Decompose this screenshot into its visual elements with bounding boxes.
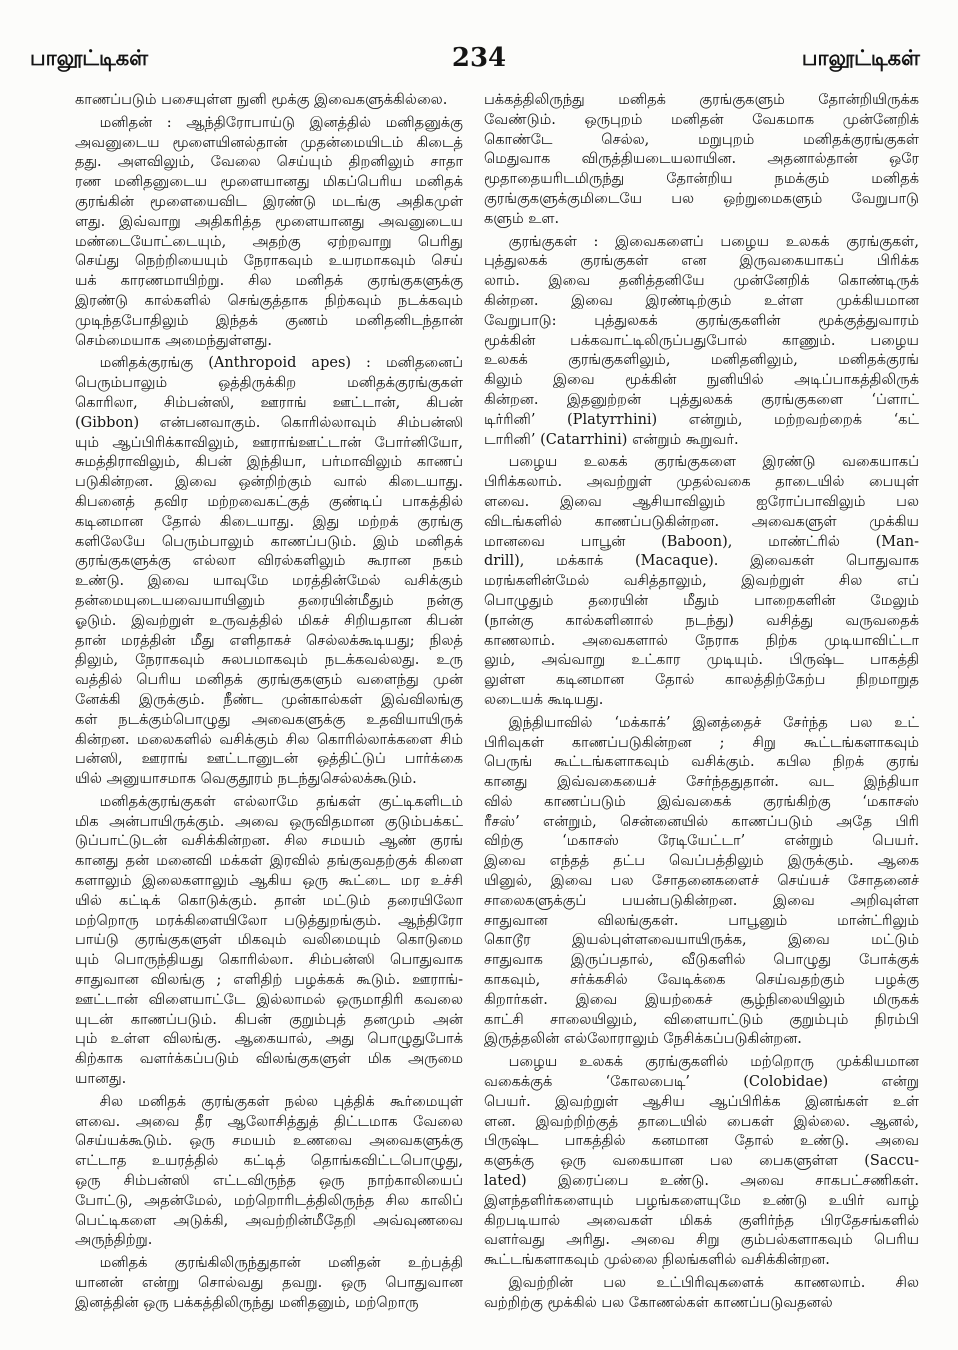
text-line: வளர்வது அரிது. அவை சிறு கும்பல்களாகவும் பெரிய — [484, 1232, 919, 1249]
paragraph — [484, 714, 919, 1051]
text-line: சில மனிதக் குரங்குகள் நல்ல புத்திக் கூர்மையுள் — [99, 1093, 463, 1110]
text-line: போட்டு, அதன்மேல், மற்றொரிடத்திலிருந்த சில காலிப் — [75, 1192, 463, 1209]
text-line: களும் உள. — [484, 210, 560, 227]
text-line: பொழுதும் தரையின் மீதும் பாறைகளின் மேலும் — [484, 592, 919, 609]
text-line: மூக்கின் பக்கவாட்டிலிருப்பதுபோல் காணும். பழைய — [484, 332, 919, 349]
text-line: பிரிவுகள் காணப்படுகின்றன ; சிறு கூட்டங்களாகவும் — [484, 734, 919, 751]
text-line: பக்கத்திலிருந்து மனிதக் குரங்குகளும் தோன்றியிருக்க — [484, 92, 919, 108]
text-line: தது. அளவிலும், வேலை செய்யும் திறனிலும் சாதா — [75, 154, 463, 171]
text-line: மற்றொரு மரக்கிளையிலோ படுத்துறங்கும். ஆந்திரோ — [75, 912, 463, 929]
text-line: யானன் என்று சொல்வது தவறு. ஒரு பொதுவான — [75, 1275, 463, 1292]
text-line: உண்டு. இவை யாவுமே மரத்தின்மேல் வசிக்கும் — [75, 573, 463, 590]
text-line: மனிதன் : ஆந்திரோபாய்டு இனத்தில் மனிதனுக்கு — [99, 114, 463, 131]
text-line: பெட்டிகளை அடுக்கி, அவற்றின்மீதேறி அவ்வுணவை — [75, 1212, 463, 1229]
text-line: drill), மக்காக் (Macaque). இவைகள் பொதுவாக — [484, 553, 919, 570]
text-line: யும் ஆப்பிரிக்காவிலும், ஊராங்ஊட்டான் போர்னியோ, — [75, 434, 463, 451]
paragraph — [75, 793, 463, 1090]
text-line: யக் காரணமாயிற்று. சில மனிதக் குரங்குகளுக்கு — [75, 273, 463, 290]
text-line: மரங்களின்மேல் வசித்தாலும், இவற்றுள் சில எப் — [484, 573, 919, 590]
text-line: சாதுவான விலங்குகள். பாபூனும் மான்ட்ரிலும் — [484, 912, 919, 929]
text-line: வில் காணப்படும் இவ்வகைக் குரங்கிற்கு ‘மகாசஸ் — [484, 793, 919, 810]
text-line: இரண்டு கால்களில் செங்குத்தாக நிற்கவும் நடக்கவும் — [75, 292, 463, 309]
text-line: லுள்ள கடினமான தோல் காலத்திற்கேற்ப நிறமாறுத — [484, 672, 919, 689]
text-line: காகவும், சர்க்கசில் வேடிக்கை செய்வதற்கும் பழக்கு — [484, 972, 919, 989]
text-line: ரண மனிதனுடைய மூளையானது மிகப்பெரிய மனிதக் — [75, 174, 463, 191]
text-line: பாய்டு குரங்குகளுள் மிகவும் வலிமையும் கொடுமை — [75, 932, 463, 949]
text-line: யும் பொருந்தியது கொரில்லா. சிம்பன்ஸி பொதுவாக — [75, 952, 463, 969]
text-line: பழைய உலகக் குரங்குகளை இரண்டு வகையாகப் — [508, 454, 919, 471]
text-line: ஒரு சிம்பன்ஸி எட்டவிருந்த ஒரு நாற்காலியைப் — [75, 1173, 463, 1190]
text-line: குரங்கின் மூளையைவிட இரண்டு மடங்கு அதிகமுள் — [75, 193, 463, 210]
text-line: விடங்களில் காணப்படுகின்றன. அவைகளுள் முக்கிய — [484, 513, 919, 530]
text-line: சுமத்திராவிலும், கிபன் இந்தியா, பர்மாவிலும் காணப் — [75, 454, 463, 471]
text-line: ஊட்டான் விளையாட்டே இல்லாமல் ஒருமாதிரி கவலை — [75, 991, 463, 1008]
text-line: கொண்டே செல்ல, மறுபுறம் மனிதக்குரங்குகள் — [484, 131, 919, 148]
text-line: மெதுவாக விருத்தியடையலாயின. அதனால்தான் ஒரே — [484, 151, 919, 168]
text-line: லாம். இவை தனித்தனியே முன்னேறிக் கொண்டிருக் — [484, 273, 919, 290]
text-line: பிரிக்கலாம். அவற்றுள் முதல்வகை தாடையில் பையுள் — [484, 474, 919, 491]
text-line: முடிந்தபோதிலும் இந்தக் குணம் மனிதனிடந்தான் — [75, 312, 463, 329]
text-line: வத்தில் பெரிய மனிதக் குரங்குகளும் வளைந்து முன் — [75, 672, 463, 689]
text-line: லும், அவ்வாறு உட்கார முடியும். பிருஷ்ட பாகத்தி — [484, 652, 919, 669]
text-line: மிக அன்பாயிருக்கும். அவை ஒருவிதமான குடும்பக்கட் — [75, 813, 463, 830]
text-line: கடினமான தோல் கிடையாது. இது மற்றக் குரங்கு — [75, 513, 463, 530]
paragraph — [75, 354, 463, 790]
text-line: இனத்தின் ஒரு பக்கத்திலிருந்து மனிதனும், மற்றொரு — [75, 1294, 419, 1311]
text-line: பெருங் கூட்டங்களாகவும் வசிக்கும். கபில நிறக் குரங் — [484, 754, 919, 771]
text-line: குரங்குகள் : இவைகளைப் பழைய உலகக் குரங்குகள், — [508, 233, 919, 250]
text-line: ளன. இவற்றிற்குத் தாடையில் பைகள் இல்லை. ஆனல், — [484, 1113, 919, 1130]
text-line: (நான்கு கால்களினால் நடந்து) வசித்து வருவதைக் — [484, 612, 919, 629]
text-line: களாலும் இலைகளாலும் ஆகிய ஒரு கூட்டை மர உச்சி — [75, 873, 463, 890]
text-line: கிறபடியால் அவைகள் மிகக் குளிர்ந்த பிரதேசங்களில் — [484, 1212, 919, 1229]
text-line: வகைக்குக் ‘கோலபைடி’ (Colobidae) என்று — [484, 1074, 919, 1091]
paragraph — [484, 1053, 919, 1271]
text-line: டாரினி’ (Catarrhini) என்றும் கூறுவர். — [484, 431, 739, 448]
text-line: கின்றன. இதனுற்றன் புத்துலகக் குரங்குகளை ‘ப்ளாட் — [484, 391, 919, 408]
text-line: மானவை பாபூன் (Baboon), மாண்ட்ரில் (Man- — [484, 533, 919, 550]
text-line: சாதுவான விலங்கு ; எளிதிற் பழக்கக் கூடும். ஊராங்- — [75, 972, 463, 989]
text-line: கின்றன. மலைகளில் வசிக்கும் சில கொரில்லாக்களை சிம் — [75, 731, 463, 748]
text-line: செம்மையாக அமைந்துள்ளது. — [75, 332, 272, 349]
text-line: வற்றிற்கு மூக்கில் பல கோணல்கள் காணப்படுவதனல் — [484, 1294, 833, 1311]
text-line: செய்து நெற்றியையும் நேராகவும் உயரமாகவும் செய் — [75, 253, 463, 270]
text-line: இருத்தலின் எல்லோராலும் நேசிக்கப்படுகின்றன. — [484, 1031, 802, 1048]
text-line: காணலாம். அவைகளால் நேராக நிற்க முடியாவிட்டா — [484, 632, 919, 649]
text-line: ளவை. அவை தீர ஆலோசித்துத் திட்டமாக வேலை — [75, 1113, 463, 1130]
text-line: இவை எந்தத் தட்ப வெப்பத்திலும் இருக்கும். ஆகை — [484, 853, 919, 870]
text-line: குரங்குகளுக்கு எல்லா விரல்களிலும் கூரான நகம் — [75, 553, 463, 570]
text-line: டிர்ரினி’ (Platyrrhini) என்றும், மற்றவற்றைக் ‘கட் — [484, 411, 919, 428]
text-line: லடையக் கூடியது. — [484, 691, 604, 708]
text-line: பழைய உலகக் குரங்குகளில் மற்றொரு முக்கியமான — [508, 1054, 919, 1071]
text-line: கிலும் இவை மூக்கின் நுனியில் அடிப்பாகத்திலிருக் — [484, 372, 919, 389]
text-line: ரீசஸ்’ என்றும், சென்னையில் காணப்படும் அதே பிரி — [484, 813, 919, 830]
text-line: களுக்கு ஒரு வகையான பல பைகளுள்ள (Saccu- — [484, 1153, 919, 1170]
paragraph — [75, 91, 463, 111]
text-line: தன்மையுடையவையாயினும் தரையின்மீதும் நன்கு — [75, 592, 463, 609]
paragraph — [484, 453, 919, 710]
paragraph — [75, 114, 463, 352]
text-line: ளவை. இவை ஆசியாவிலும் ஐரோப்பாவிலும் பல — [484, 493, 919, 510]
text-line: உலகக் குரங்குகளிலும், மனிதனிலும், மனிதக்குரங் — [484, 352, 919, 369]
text-line: இவற்றின் பல உட்பிரிவுகளைக் காணலாம். சில — [508, 1275, 919, 1292]
text-line: கூட்டங்களாகவும் முல்லை நிலங்களில் வசிக்கின்றன. — [484, 1252, 830, 1269]
text-line: புத்துலகக் குரங்குகள் என இருவகையாகப் பிரிக்க — [484, 253, 919, 270]
text-line: எட்டாத உயரத்தில் கட்டித் தொங்கவிட்டபொழுது, — [75, 1153, 463, 1170]
text-line: மனிதக்குரங்கு (Anthropoid apes) : மனிதனைப் — [99, 355, 463, 372]
text-line: பிருஷ்ட பாகத்தில் கனமான தோல் உண்டு. அவை — [484, 1133, 919, 1150]
text-line: ளது. இவ்வாறு அதிகரித்த மூளையானது அவனுடைய — [75, 213, 463, 230]
text-line: கின்றன. இவை இரண்டிற்கும் உள்ள முக்கியமான — [484, 292, 919, 309]
text-line: அவனுடைய மூளையினல்தான் முதன்மையிடம் கிடைத் — [75, 134, 463, 151]
text-line: சாலைகளுக்குப் பயன்படுகின்றன. இவை அறிவுள்ள — [484, 892, 919, 909]
text-line: கொடூர இயல்புள்ளவையாயிருக்க, இவை மட்டும் — [484, 932, 919, 949]
page-number: 234 — [451, 43, 507, 73]
text-line: கானது இவ்வகையைச் சேர்ந்ததுதான். வட இந்தியா — [484, 774, 919, 791]
running-head-right: பாலூட்டிகள் — [801, 45, 920, 70]
paragraph — [75, 1093, 463, 1251]
text-line: மனிதக்குரங்குகள் எல்லாமே தங்கள் குட்டிகளிடம் — [99, 793, 463, 810]
text-line: பன்ஸி, ஊராங் ஊட்டானுடன் ஒத்திட்டுப் பார்க்கை — [75, 751, 463, 768]
text-line: கிற்காக வளர்க்கப்படும் விலங்குகளுள் மிக அருமை — [75, 1051, 463, 1068]
text-line: யானது. — [75, 1071, 127, 1088]
text-line: வேறுபாடு: புத்துலகக் குரங்குகளின் மூக்குத்துவாரம் — [484, 312, 919, 329]
text-line: விற்கு ‘மகாசஸ் ரேடியேட்டா’ என்றும் பெயர். — [484, 833, 919, 850]
text-line: இளந்தளிர்களையும் பழங்களையுமே உண்டு உயிர் வாழ் — [484, 1192, 919, 1209]
text-line: டுப்பாட்டுடன் வசிக்கின்றன. சில சமயம் ஆண் குரங் — [75, 833, 463, 850]
text-line: அருந்திற்று. — [75, 1232, 153, 1249]
text-line: யினுல், இவை பல சோதனைகளைச் செய்யச் சோதனைச் — [484, 873, 919, 890]
text-line: மூதாதையரிடமிருந்து தோன்றிய நமக்கும் மனிதக் — [484, 171, 919, 188]
text-line: பும் உள்ள விலங்கு. ஆகையால், அது பொழுதுபோக் — [75, 1031, 463, 1048]
text-line: கானது தன் மனைவி மக்கள் இரவில் தங்குவதற்குக் கிளை — [75, 853, 463, 870]
text-line: இந்தியாவில் ‘மக்காக்’ இனத்தைச் சேர்ந்த பல உட் — [508, 714, 919, 731]
text-line: குரங்குகளுக்குமிடையே பல ஒற்றுமைகளும் வேறுபாடு — [484, 190, 919, 207]
paragraph — [484, 91, 919, 230]
right-column — [484, 91, 919, 1314]
text-line: கள் நடக்கும்பொழுது அவைகளுக்கு உதவியாயிருக் — [75, 711, 463, 728]
text-line: lated) இரைப்பை உண்டு. அவை சாகபட்சணிகள். — [484, 1173, 919, 1190]
text-line: மனிதக் குரங்கிலிருந்துதான் மனிதன் உற்பத்தி — [99, 1255, 463, 1272]
paragraph — [75, 1254, 463, 1313]
text-line: கிறார்கள். இவை இயற்கைச் சூழ்நிலையிலும் மிருகக் — [484, 991, 919, 1008]
text-line: தான் மரத்தின் மீது எளிதாகச் செல்லக்கூடியது; நிலத் — [75, 632, 463, 649]
paragraph — [484, 1274, 919, 1314]
text-line: யில் அனுயாசமாக வெகுதூரம் நடந்துசெல்லக்கூடும். — [75, 771, 417, 788]
text-line: களிலேயே பெரும்பாலும் காணப்படும். இம் மனிதக் — [75, 533, 463, 550]
text-line: கிபனைத் தவிர மற்றவைகட்குத் குண்டிப் பாகத்தில் — [75, 493, 463, 510]
text-line: காணப்படும் பசையுள்ள நுனி மூக்கு இவைகளுக்கில்லை. — [75, 92, 448, 108]
text-line: யில் கட்டிக் கொடுக்கும். தான் மட்டும் தரையிலோ — [75, 892, 463, 909]
text-line: (Gibbon) என்பனவாகும். கொரில்லாவும் சிம்பன்ஸி — [75, 414, 463, 431]
running-head-left: பாலூட்டிகள் — [30, 45, 149, 70]
text-line: சாதுவாக இருப்பதால், வீடுகளில் பொழுது போக்குக் — [484, 952, 919, 969]
text-line: யுடன் காணப்படும். கிபன் குறும்புத் தனமும் அன் — [75, 1011, 463, 1028]
text-line: வேண்டும். ஒருபுறம் மனிதன் வேகமாக முன்னேறிக் — [484, 111, 919, 128]
text-line: காட்சி சாலையிலும், விளையாட்டும் குறும்பும் நிரம்பி — [484, 1011, 919, 1028]
text-line: மண்டையோட்டையும், அதற்கு ஏற்றவாறு பெரிது — [75, 233, 463, 250]
text-line: கொரிலா, சிம்பன்ஸி, ஊராங் ஊட்டான், கிபன் — [75, 394, 463, 411]
text-line: திலும், நேராகவும் சுலபமாகவும் நடக்கவல்லது. உரு — [75, 652, 463, 669]
text-line: செய்யக்கூடும். ஒரு சமயம் உணவை அவைகளுக்கு — [75, 1133, 463, 1150]
text-line: பெரும்பாலும் ஒத்திருக்கிற மனிதக்குரங்குகள் — [75, 375, 463, 392]
text-line: பெயர். இவற்றுள் ஆசிய ஆப்பிரிக்க இனங்கள் உள் — [484, 1093, 919, 1110]
text-line: னேக்கி இருக்கும். நீண்ட முன்கால்கள் இவ்விலங்கு — [75, 691, 463, 708]
paragraph — [484, 233, 919, 451]
text-line: படுகின்றன. இவை ஒன்றிற்கும் வால் கிடையாது. — [75, 474, 463, 491]
left-column — [75, 91, 463, 1314]
text-line: ஓடும். இவற்றுள் உருவத்தில் மிகச் சிறியதான கிபன் — [75, 612, 463, 629]
